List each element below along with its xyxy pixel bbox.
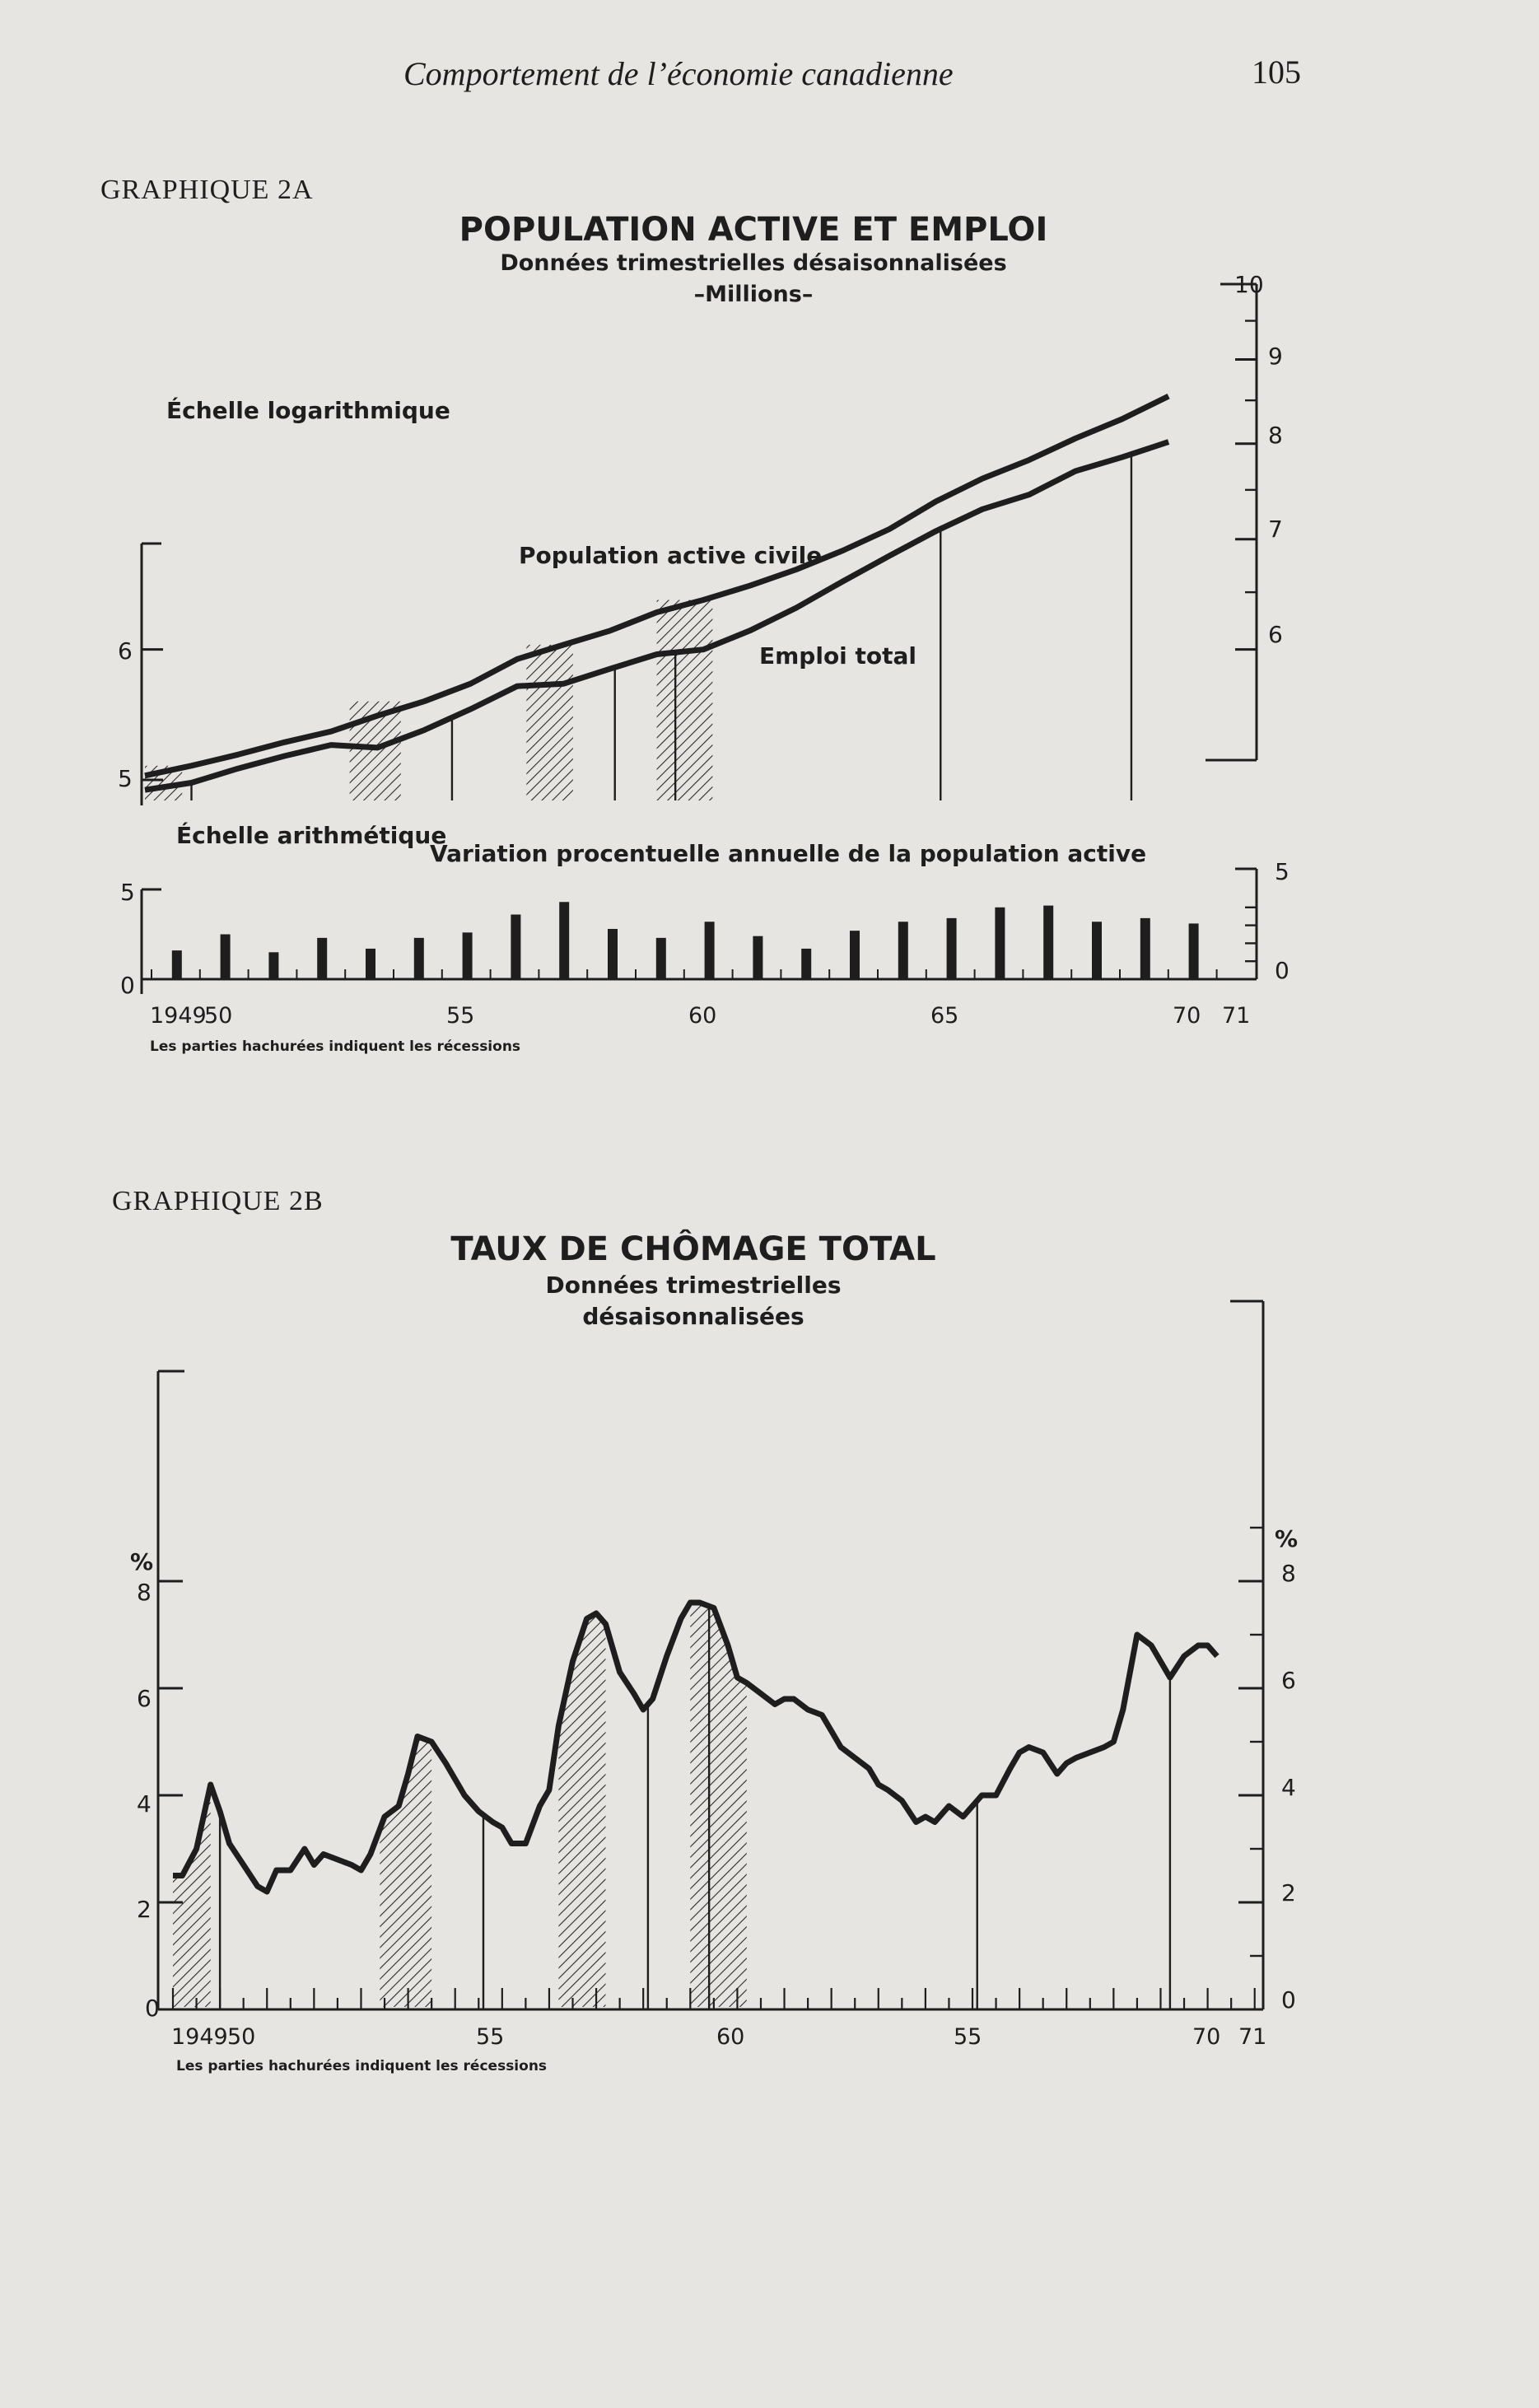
running-head: Comportement de l’économie canadienne xyxy=(403,55,954,92)
chart-2b-xtick-60: 60 xyxy=(716,2024,745,2050)
chart-2a-bar-ltick-0: 0 xyxy=(120,972,135,999)
figure-label-2a: GRAPHIQUE 2A xyxy=(100,175,314,205)
bar-1961 xyxy=(705,922,715,979)
recession-area-2a-2 xyxy=(526,645,573,800)
bar-1956 xyxy=(463,932,473,979)
chart-2a-xtick-60: 60 xyxy=(688,1003,717,1029)
bar-1964 xyxy=(850,931,860,979)
chart-2a-rtick-10: 10 xyxy=(1234,271,1264,298)
recession-area-2b-2 xyxy=(558,1613,605,2007)
figure-label-2b: GRAPHIQUE 2B xyxy=(112,1186,324,1216)
chart-2b-xtick-70: 70 xyxy=(1192,2024,1221,2050)
bar-1970 xyxy=(1140,918,1150,979)
chart-2b-rtick-4: 4 xyxy=(1281,1774,1296,1801)
chart-2b-rtick-6: 6 xyxy=(1281,1667,1296,1694)
chart-2a-log xyxy=(118,211,1283,805)
bar-1951 xyxy=(221,935,231,980)
chart-2a-rtick-9: 9 xyxy=(1268,343,1283,370)
series-population-active-civile xyxy=(145,396,1168,776)
chart-2b-unit-left: % xyxy=(130,1548,154,1575)
chart-2a-recession-note: Les parties hachurées indiquent les récessions xyxy=(150,1038,521,1055)
chart-2b-ltick-4: 4 xyxy=(137,1790,152,1818)
bar-1965 xyxy=(898,922,908,979)
chart-2b-xtick-71: 71 xyxy=(1238,2024,1267,2050)
chart-2b-recessions xyxy=(173,1603,747,2007)
chart-2b-xtick-55: 55 xyxy=(476,2024,505,2050)
chart-2a-units: –Millions– xyxy=(693,282,814,307)
chart-2a-bar-rtick-5: 5 xyxy=(1275,858,1289,885)
chart-2a-bars xyxy=(172,902,1199,979)
bar-1950 xyxy=(172,950,182,979)
bar-1955 xyxy=(414,938,424,979)
bar-1962 xyxy=(753,936,763,979)
chart-2b xyxy=(130,1229,1298,2074)
label-population-active-civile: Population active civile xyxy=(519,542,823,569)
chart-2a-rtick-6: 6 xyxy=(1268,621,1283,648)
chart-2a-ltick-5: 5 xyxy=(118,765,133,792)
chart-2b-title: TAUX DE CHÔMAGE TOTAL xyxy=(450,1230,936,1268)
bar-1969 xyxy=(1092,922,1102,979)
chart-2a-xtick-71: 71 xyxy=(1222,1003,1251,1029)
chart-2a-rtick-7: 7 xyxy=(1268,516,1283,543)
chart-2b-unit-right: % xyxy=(1275,1525,1299,1552)
chart-2a-bar-rtick-0: 0 xyxy=(1275,957,1289,984)
chart-2a-bar-scale-note: Échelle arithmétique xyxy=(176,822,447,849)
bar-1958 xyxy=(559,902,569,979)
chart-2b-rtick-2: 2 xyxy=(1281,1879,1296,1906)
bar-1953 xyxy=(317,938,327,979)
page-number: 105 xyxy=(1252,54,1301,91)
chart-2a-xtick-50: 50 xyxy=(204,1003,233,1029)
bar-1957 xyxy=(511,915,520,979)
label-emploi-total: Emploi total xyxy=(759,642,917,670)
chart-2b-rtick-8: 8 xyxy=(1281,1560,1296,1587)
chart-2a-xtick-55: 55 xyxy=(446,1003,475,1029)
chart-2b-rtick-0: 0 xyxy=(1281,1986,1296,2014)
bar-1966 xyxy=(947,918,957,979)
bar-1959 xyxy=(608,929,618,979)
chart-2a-xtick-70: 70 xyxy=(1173,1003,1201,1029)
bar-1952 xyxy=(268,952,278,979)
chart-2b-ltick-2: 2 xyxy=(137,1896,152,1923)
bar-1954 xyxy=(366,949,375,979)
bar-1963 xyxy=(801,949,811,979)
chart-2b-xtick-65: 55 xyxy=(954,2024,982,2050)
bar-1967 xyxy=(995,908,1005,979)
chart-2b-ltick-6: 6 xyxy=(137,1685,152,1712)
chart-2a-subtitle: Données trimestrielles désaisonnalisées xyxy=(500,250,1007,276)
recession-area-2b-3 xyxy=(690,1603,747,2007)
chart-2b-subtitle-line2: désaisonnalisées xyxy=(582,1303,804,1330)
chart-2a-xtick-1949: 1949 xyxy=(150,1003,207,1029)
chart-2a-xtick-65: 65 xyxy=(930,1003,959,1029)
chart-2b-ltick-0: 0 xyxy=(145,1995,160,2022)
chart-2b-xtick-1949: 1949 xyxy=(171,2024,228,2050)
chart-2a-ltick-6: 6 xyxy=(118,637,133,665)
bar-1960 xyxy=(656,938,666,979)
chart-2b-xtick-50: 50 xyxy=(227,2024,256,2050)
chart-2a-bar xyxy=(120,821,1289,1055)
chart-2a-rtick-8: 8 xyxy=(1268,422,1283,449)
chart-2b-ltick-8: 8 xyxy=(137,1579,152,1606)
bar-1971 xyxy=(1189,923,1199,979)
chart-2a-bar-ltick-5: 5 xyxy=(120,879,135,906)
chart-2b-subtitle-line1: Données trimestrielles xyxy=(545,1272,842,1299)
chart-2b-recession-note: Les parties hachurées indiquent les récessions xyxy=(176,2058,548,2074)
chart-2a-bar-title: Variation procentuelle annuelle de la population active xyxy=(430,840,1147,867)
chart-2a-scale-note: Échelle logarithmique xyxy=(166,397,450,424)
bar-1968 xyxy=(1043,906,1053,979)
chart-2a-title: POPULATION ACTIVE ET EMPLOI xyxy=(459,211,1048,249)
recession-area-2a-3 xyxy=(657,600,713,800)
